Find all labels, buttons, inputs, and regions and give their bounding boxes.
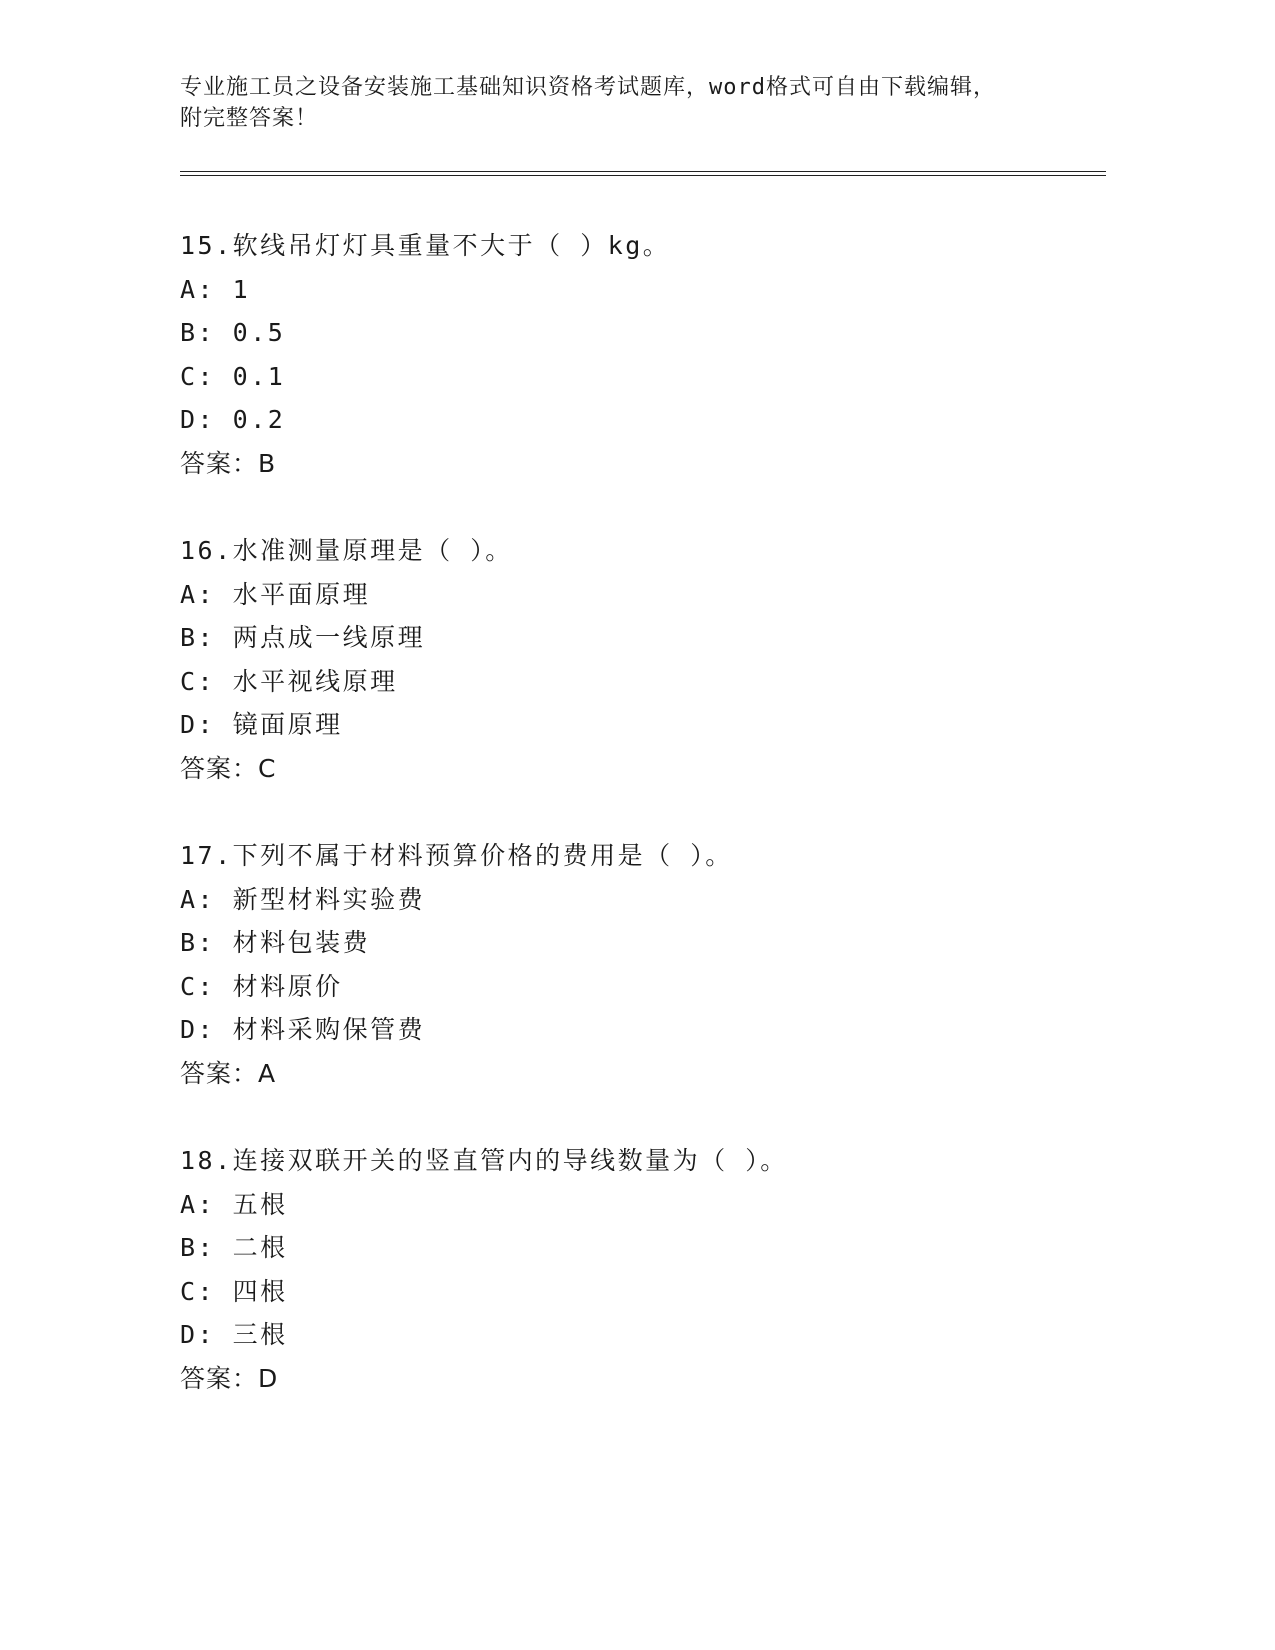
question-17: [180, 834, 1100, 1095]
answer: 答案：A: [180, 1058, 277, 1088]
answer: 答案：D: [180, 1363, 279, 1393]
question-stem: 17.下列不属于材料预算价格的费用是（ ）。: [180, 841, 733, 870]
question-16: [180, 529, 1100, 790]
option-c: C: 水平视线原理: [180, 666, 398, 696]
question-stem: 16.水准测量原理是（ ）。: [180, 536, 513, 565]
option-a: A: 1: [180, 274, 251, 304]
question-stem: 15.软线吊灯灯具重量不大于（ ）kg。: [180, 231, 671, 260]
option-a: A: 水平面原理: [180, 579, 371, 609]
header-divider-top: [180, 171, 1106, 172]
option-b: B: 0.5: [180, 318, 286, 347]
question-15: [180, 224, 1100, 485]
option-d: D: 三根: [180, 1320, 288, 1349]
answer: 答案：B: [180, 448, 277, 478]
header-line-1: 专业施工员之设备安装施工基础知识资格考试题库，word格式可自由下载编辑，: [180, 75, 996, 100]
header-line-2: 附完整答案！: [180, 106, 319, 131]
option-a: A: 五根: [180, 1189, 288, 1219]
option-d: D: 材料采购保管费: [180, 1015, 426, 1044]
option-c: C: 0.1: [180, 361, 286, 391]
question-stem: 18.连接双联开关的竖直管内的导线数量为（ ）。: [180, 1146, 788, 1175]
document-header: [180, 72, 1060, 134]
header-divider-bottom: [180, 175, 1106, 176]
option-a: A: 新型材料实验费: [180, 884, 426, 914]
option-b: B: 两点成一线原理: [180, 623, 426, 652]
option-d: D: 镜面原理: [180, 710, 343, 739]
option-d: D: 0.2: [180, 405, 286, 434]
answer: 答案：C: [180, 753, 277, 783]
option-b: B: 二根: [180, 1233, 288, 1262]
option-c: C: 四根: [180, 1276, 288, 1306]
question-18: [180, 1139, 1100, 1400]
option-b: B: 材料包装费: [180, 928, 371, 957]
option-c: C: 材料原价: [180, 971, 343, 1001]
